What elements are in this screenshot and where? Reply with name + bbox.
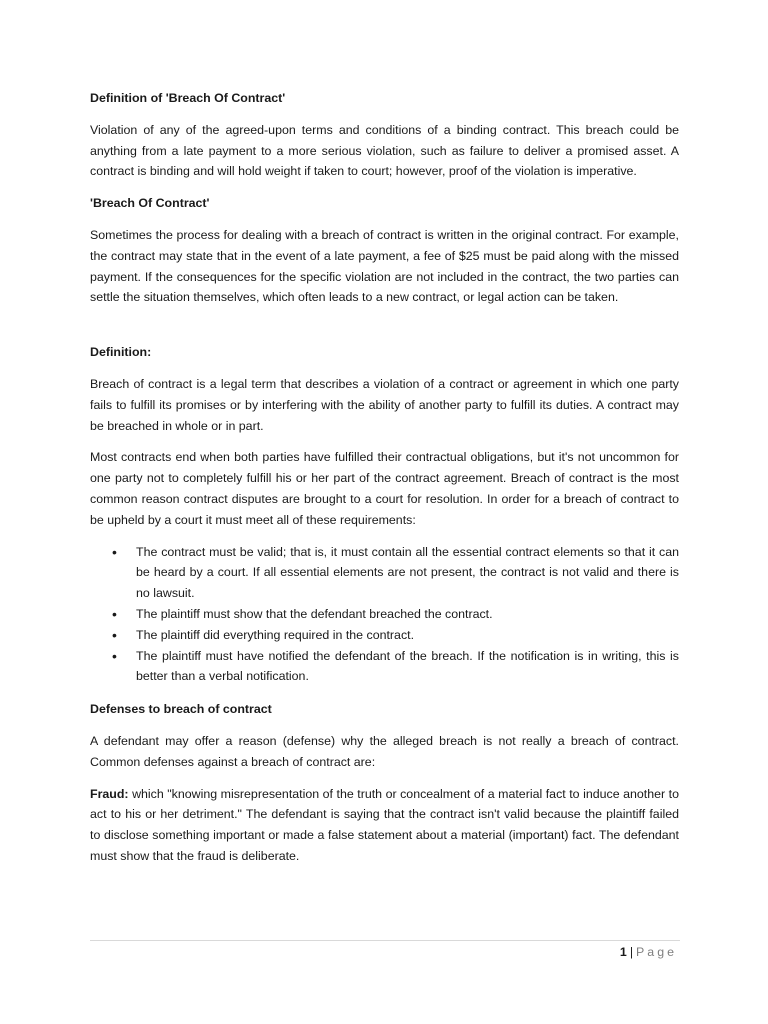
list-item: • The plaintiff must show that the defendant breached the contract. — [136, 604, 679, 625]
fraud-label: Fraud: — [90, 786, 129, 801]
paragraph-defendant-reason: A defendant may offer a reason (defense) why the alleged breach is not really a breach of contract. Common defenses against a breach of contract are: — [90, 733, 679, 769]
list-item: • The plaintiff must have notified the defendant of the breach. If the notification is in writing, this is better than a verbal notification. — [136, 646, 679, 688]
heading-defenses: Defenses to breach of contract — [90, 702, 272, 717]
heading-breach-of-contract: 'Breach Of Contract' — [90, 196, 210, 211]
heading-definition-breach: Definition of 'Breach Of Contract' — [90, 91, 286, 105]
paragraph-fraud — [90, 784, 679, 867]
list-item: • The plaintiff did everything required in the contract. — [136, 625, 679, 646]
fraud-text: which "knowing misrepresentation of the truth or concealment of a material fact to induce another to act to his or her detriment." The defendant is saying that the contract isn't valid because the plaintiff failed to disclose something important or made a false statement about a material (important) fact. The defendant must show that the fraud is deliberate. — [90, 786, 679, 863]
page-footer — [620, 943, 677, 961]
footer-divider — [90, 940, 680, 941]
paragraph-process: Sometimes the process for dealing with a breach of contract is written in the original contract. For example, the contract may state that in the event of a late payment, a fee of $25 must be paid along with the missed payment. If the consequences for the specific violation are not included in the contract, the two parties can settle the situation themselves, which often leads to a new contract, or legal action can be taken. — [90, 227, 679, 305]
footer-separator: | — [629, 945, 634, 959]
page-number: 1 — [619, 945, 627, 959]
paragraph-violation: Violation of any of the agreed-upon terms and conditions of a binding contract. This breach could be anything from a late payment to a more serious violation, such as failure to deliver a promised asset. A contract is binding and will hold weight if taken to court; however, proof of the violation is imperative. — [90, 122, 679, 179]
list-item: • The contract must be valid; that is, it must contain all the essential contract elements so that it can be heard by a court. If all essential elements are not present, the contract is not valid and there is no lawsuit. — [136, 542, 679, 604]
requirements-list — [90, 542, 679, 688]
paragraph-most-contracts: Most contracts end when both parties have fulfilled their contractual obligations, but it's not uncommon for one party not to completely fulfill his or her part of the contract agreement. Breach of contract is the most common reason contract disputes are brought to a court for resolution. In order for a breach of contract to be upheld by a court it must meet all of these requirements: — [90, 450, 679, 527]
paragraph-legal-term: Breach of contract is a legal term that describes a violation of a contract or agreement in which one party fails to fulfill its promises or by interfering with the ability of another party to fulfill its duties. A contract may be breached in whole or in part. — [90, 376, 679, 433]
document-page — [90, 88, 679, 878]
heading-definition: Definition: — [90, 345, 152, 360]
spacer — [90, 319, 679, 342]
page-label: Page — [636, 945, 677, 959]
